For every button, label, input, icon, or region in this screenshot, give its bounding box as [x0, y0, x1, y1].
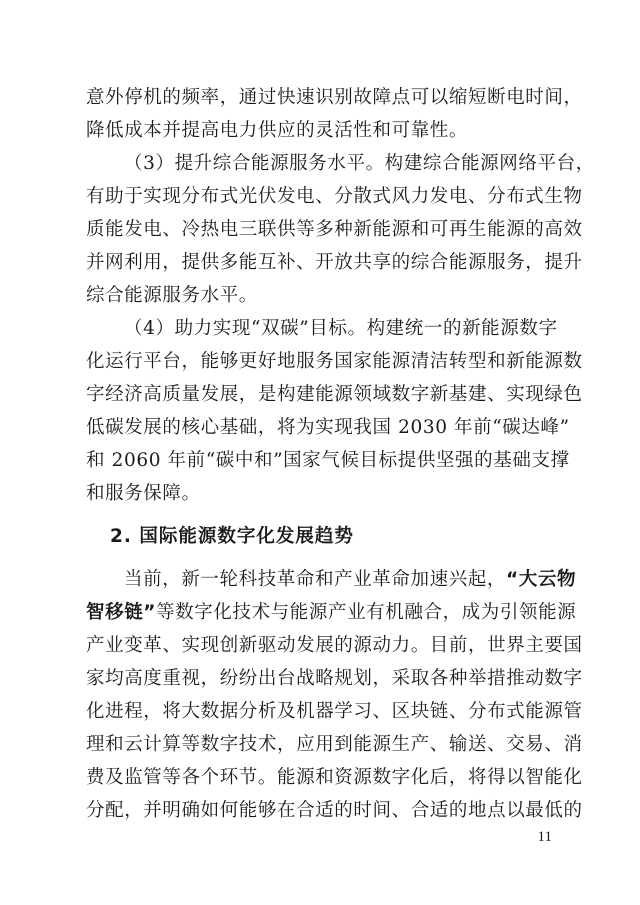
paragraph-line: （3）提升综合能源服务水平。构建综合能源网络平台，	[124, 153, 595, 174]
paragraph-line: 低碳发展的核心基础，将为实现我国 2030 年前“碳达峰”	[86, 417, 570, 438]
paragraph-line: 意外停机的频率，通过快速识别故障点可以缩短断电时间，	[86, 87, 583, 108]
paragraph-line	[124, 568, 577, 592]
paragraph-line: 和 2060 年前“碳中和”国家气候目标提供坚强的基础支撑	[86, 450, 570, 471]
paragraph-line: 有助于实现分布式光伏发电、分散式风力发电、分布式生物	[86, 186, 583, 207]
paragraph-line: 综合能源服务水平。	[86, 285, 258, 306]
paragraph-line: 化运行平台，能够更好地服务国家能源清洁转型和新能源数	[86, 351, 583, 372]
paragraph-line: 费及监管等各个环节。能源和资源数字化后，将得以智能化	[86, 767, 583, 788]
emphasis-text: 智移链”	[86, 602, 157, 623]
section-heading: 2. 国际能源数字化发展趋势	[110, 526, 354, 547]
paragraph-line: （4）助力实现“双碳”目标。构建统一的新能源数字	[124, 318, 558, 339]
paragraph-text: 等数字化技术与能源产业有机融合，成为引领能源	[156, 602, 577, 623]
paragraph-line: 质能发电、冷热电三联供等多种新能源和可再生能源的高效	[86, 219, 583, 240]
paragraph-line: 产业变革、实现创新驱动发展的源动力。目前，世界主要国	[86, 635, 583, 656]
paragraph-line: 并网利用，提供多能互补、开放共享的综合能源服务，提升	[86, 252, 583, 273]
paragraph-line: 和服务保障。	[86, 483, 201, 504]
paragraph-line	[86, 601, 577, 625]
paragraph-line: 家均高度重视，纷纷出台战略规划，采取各种举措推动数字	[86, 668, 583, 689]
paragraph-line: 字经济高质量发展，是构建能源领域数字新基建、实现绿色	[86, 384, 583, 405]
paragraph-line: 降低成本并提高电力供应的灵活性和可靠性。	[86, 120, 469, 141]
paragraph-text: 当前，新一轮科技革命和产业革命加速兴起，	[124, 569, 507, 590]
page-number: 11	[537, 829, 552, 845]
paragraph-line: 化进程，将大数据分析及机器学习、区块链、分布式能源管	[86, 701, 583, 722]
emphasis-text: “大云物	[506, 569, 577, 590]
paragraph-line: 分配，并明确如何能够在合适的时间、合适的地点以最低的	[86, 800, 583, 821]
paragraph-line: 理和云计算等数字技术，应用到能源生产、输送、交易、消	[86, 734, 583, 755]
